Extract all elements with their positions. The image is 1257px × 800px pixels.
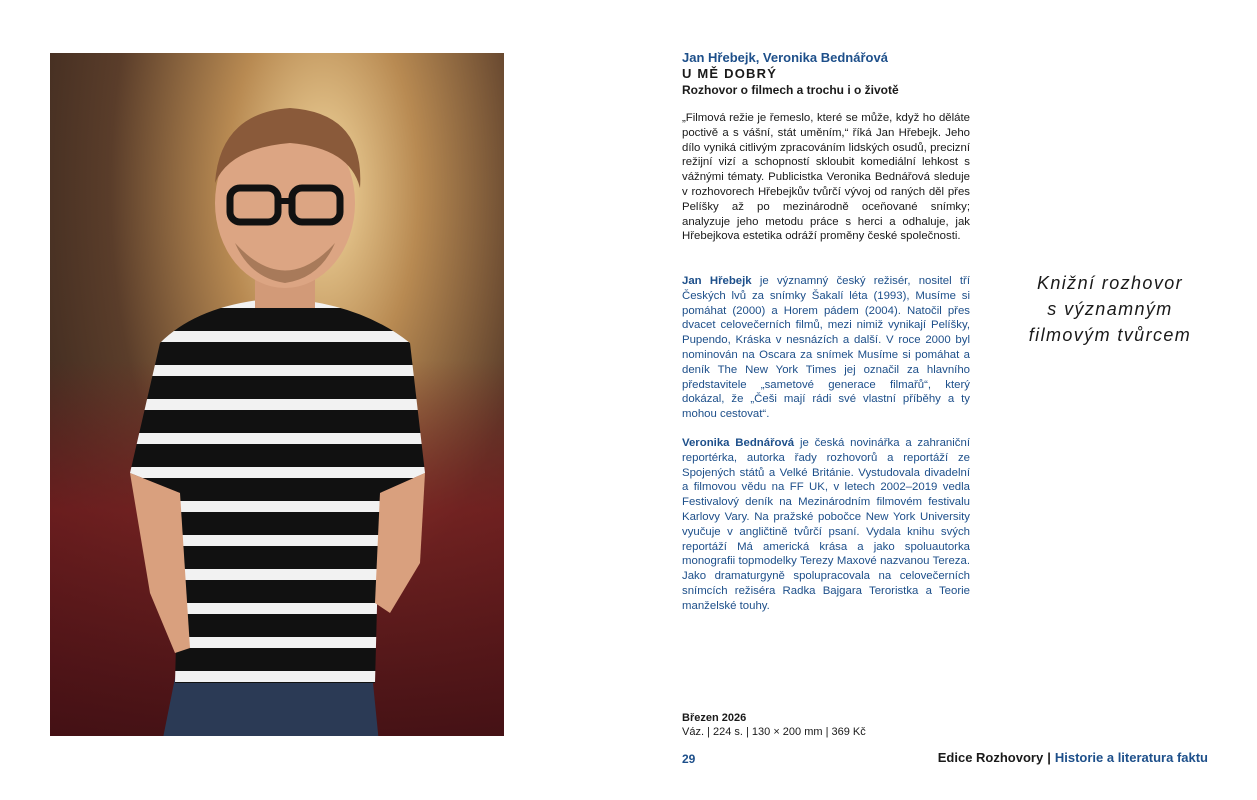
tagline-line-3: filmovým tvůrcem bbox=[1028, 325, 1192, 345]
author2-bio-paragraph bbox=[682, 436, 970, 614]
portrait-person bbox=[120, 93, 450, 736]
author2-bio: je česká novinářka a zahraniční reportérka, autorka řady rozhovorů a reportáží ze Spojených států a Velké Británie. Vystudovala divadelní a filmovou vědu na FF UK, v letech 2002–2019 vedla Festivalový deník na Mezinárodním filmovém festivalu Karlovy Vary. Na pražské pobočce New York University vyučuje v angličtině tvůrčí psaní. Vydala knihu svých reportáží Má americká krása a jako spoluautorka monografii topmodelky Terezy Maxové nazvanou Tereza. Jako dramaturgyně spolupracovala na celovečerních snímcích režiséra Radka Bajgara Teroristka a Teorie manželské touhy. bbox=[682, 437, 970, 612]
author1-bio: je významný český režisér, nositel tří Českých lvů za snímky Šakalí léta (1993), Musíme si pomáhat (2000) a Horem pádem (2004). Natočil přes dvacet celovečerních filmů, mezi nimiž vynikají Pelíšky, Pupendo, Kráska v nesnázích a další. V roce 2000 byl nominován na Oscara za snímek Musíme si pomáhat a deník The New York Times jej označil za hlavního představitele „sametové generace filmařů“, který dokázal, že „Češi mají rádi své vlastní příběhy a ty mohou cestovat“. bbox=[682, 275, 970, 421]
series-footer bbox=[938, 750, 1208, 765]
release-details: Váz. | 224 s. | 130 × 200 mm | 369 Kč bbox=[682, 726, 866, 738]
book-title: U MĚ DOBRÝ bbox=[682, 66, 778, 81]
book-description: „Filmová režie je řemeslo, které se může, když ho děláte poctivě a s vášní, stát uměním,“ říká Jan Hřebejk. Jeho dílo vyniká citlivým zpracováním lidských osudů, precizní režijní vizí a schopností skloubit komediální lehkost s vážnými tématy. Publicistka Veronika Bednářová sleduje v rozhovorech Hřebejkův tvůrčí vývoj od raných děl přes Pelíšky až po mezinárodně oceňované snímky; analyzuje jeho metodu práce s herci a odhaluje, jak Hřebejkova estetika odráží proměny české společnosti. bbox=[682, 112, 970, 243]
tagline bbox=[1000, 270, 1220, 348]
series-category: Historie a literatura faktu bbox=[1054, 750, 1208, 765]
series-separator: | bbox=[1047, 750, 1051, 765]
tagline-line-2: s významným bbox=[1047, 299, 1173, 319]
book-authors: Jan Hřebejk, Veronika Bednářová bbox=[682, 50, 888, 65]
release-date: Březen 2026 bbox=[682, 712, 747, 724]
book-subtitle: Rozhovor o filmech a trochu i o životě bbox=[682, 83, 899, 97]
page-number: 29 bbox=[682, 752, 696, 766]
book-header bbox=[682, 50, 972, 98]
author2-name: Veronika Bednářová bbox=[682, 437, 795, 449]
release-info bbox=[682, 711, 866, 739]
tagline-line-1: Knižní rozhovor bbox=[1036, 273, 1184, 293]
series-name: Edice Rozhovory bbox=[937, 750, 1044, 765]
author1-bio-paragraph bbox=[682, 274, 970, 422]
author-portrait-photo bbox=[50, 53, 504, 736]
author1-name: Jan Hřebejk bbox=[682, 275, 752, 287]
